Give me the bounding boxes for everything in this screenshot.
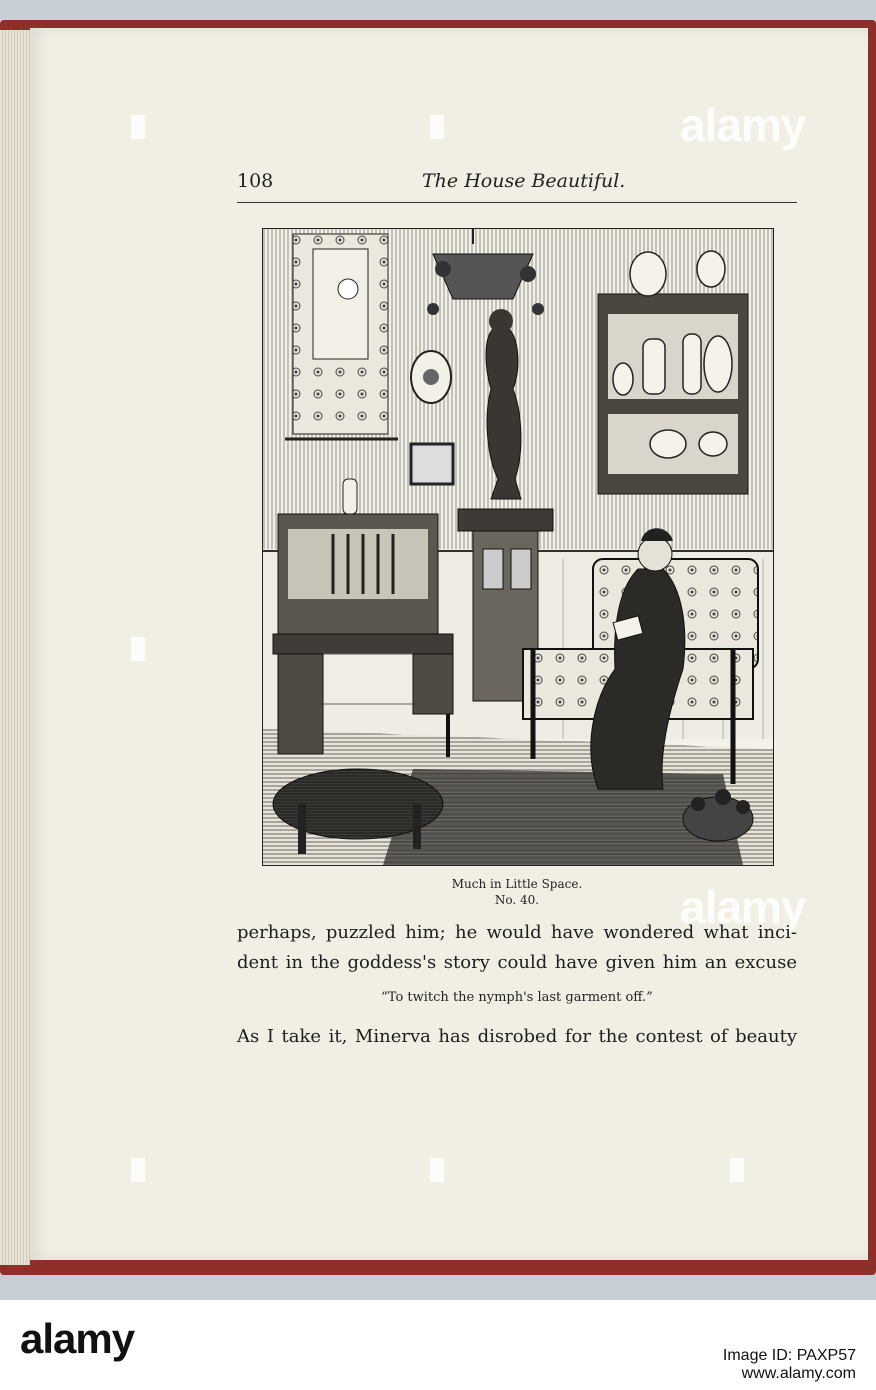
watermark-dot	[730, 1158, 744, 1182]
watermark-logo: alamy	[680, 881, 806, 933]
running-title: The House Beautiful.	[422, 170, 626, 192]
engraving-illustration	[262, 228, 774, 866]
page-number: 108	[237, 170, 274, 192]
watermark-dot	[430, 115, 444, 139]
image-id: Image ID: PAXP57	[722, 1347, 856, 1364]
body-line: As I take it, Minerva has disrobed for the contest of beauty	[237, 1026, 797, 1047]
verse-quote: “To twitch the nymph's last garment off.”	[381, 990, 653, 1005]
caption-title: Much in Little Space.	[451, 877, 583, 891]
watermark-dot	[131, 115, 145, 139]
footer-image-id	[723, 1347, 856, 1383]
watermark-dot	[430, 1158, 444, 1182]
running-header	[237, 170, 797, 203]
figure-caption	[262, 876, 772, 908]
footer-logo: alamy	[20, 1315, 135, 1362]
caption-number: No. 40.	[494, 893, 540, 907]
page-edges	[0, 30, 30, 1265]
watermark-logo: alamy	[680, 99, 806, 151]
site-url: www.alamy.com	[741, 1365, 856, 1382]
watermark-dot	[131, 1158, 145, 1182]
watermark-dot	[131, 637, 145, 661]
body-line: perhaps, puzzled him; he would have wondered what inci-	[237, 922, 797, 943]
body-line: dent in the goddess's story could have given him an excuse	[237, 952, 797, 973]
